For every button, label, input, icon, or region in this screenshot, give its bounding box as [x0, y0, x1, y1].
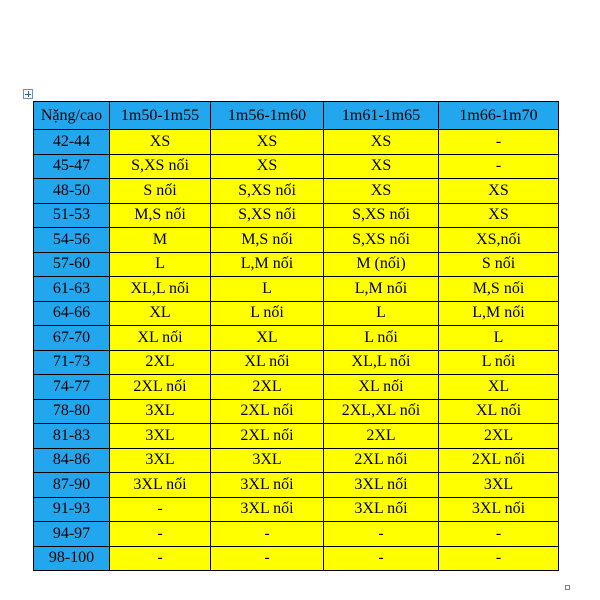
- size-cell: S nối: [110, 179, 211, 204]
- size-cell: L: [110, 252, 211, 277]
- size-cell: L: [211, 277, 324, 302]
- table-row: [34, 424, 559, 449]
- size-cell: -: [439, 130, 559, 155]
- size-cell: L nối: [439, 350, 559, 375]
- size-cell: XS: [211, 130, 324, 155]
- weight-range-cell: 67-70: [34, 326, 110, 351]
- size-cell: -: [211, 546, 324, 571]
- weight-range-cell: 78-80: [34, 399, 110, 424]
- size-cell: 3XL nối: [439, 497, 559, 522]
- size-cell: 2XL nối: [110, 375, 211, 400]
- size-cell: L: [439, 326, 559, 351]
- table-row: [34, 399, 559, 424]
- weight-range-cell: 91-93: [34, 497, 110, 522]
- table-row: [34, 203, 559, 228]
- size-cell: 3XL nối: [110, 473, 211, 498]
- size-cell: L nối: [324, 326, 439, 351]
- size-cell: S,XS nối: [324, 203, 439, 228]
- weight-range-cell: 87-90: [34, 473, 110, 498]
- size-cell: 2XL nối: [211, 424, 324, 449]
- size-cell: 2XL,XL nối: [324, 399, 439, 424]
- size-cell: -: [439, 546, 559, 571]
- table-row: [34, 277, 559, 302]
- size-cell: L,M nối: [439, 301, 559, 326]
- size-cell: XL nối: [324, 375, 439, 400]
- size-cell: 3XL: [439, 473, 559, 498]
- size-cell: 2XL: [324, 424, 439, 449]
- size-cell: XL nối: [439, 399, 559, 424]
- size-cell: XS: [324, 154, 439, 179]
- size-cell: L,M nối: [211, 252, 324, 277]
- weight-range-cell: 57-60: [34, 252, 110, 277]
- table-row: [34, 448, 559, 473]
- weight-range-cell: 71-73: [34, 350, 110, 375]
- size-cell: -: [439, 154, 559, 179]
- size-cell: 3XL nối: [324, 473, 439, 498]
- table-row: [34, 130, 559, 155]
- table-header: [34, 102, 559, 130]
- weight-range-cell: 54-56: [34, 228, 110, 253]
- weight-range-cell: 84-86: [34, 448, 110, 473]
- table-body: [34, 130, 559, 571]
- size-cell: XS: [439, 179, 559, 204]
- weight-range-cell: 98-100: [34, 546, 110, 571]
- header-row: [34, 102, 559, 130]
- table-row: [34, 179, 559, 204]
- size-cell: XS: [211, 154, 324, 179]
- size-cell: XS: [110, 130, 211, 155]
- size-cell: -: [324, 546, 439, 571]
- table-row: [34, 497, 559, 522]
- size-cell: XL,L nối: [110, 277, 211, 302]
- size-cell: XL nối: [110, 326, 211, 351]
- size-cell: S,XS nối: [324, 228, 439, 253]
- size-cell: 3XL: [110, 448, 211, 473]
- weight-range-cell: 94-97: [34, 522, 110, 547]
- table-row: [34, 546, 559, 571]
- size-cell: 2XL: [110, 350, 211, 375]
- size-cell: XL: [439, 375, 559, 400]
- size-cell: -: [439, 522, 559, 547]
- header-weight-height: Nặng/cao: [34, 102, 110, 130]
- size-cell: L nối: [211, 301, 324, 326]
- size-cell: 2XL nối: [439, 448, 559, 473]
- size-cell: XL,L nối: [324, 350, 439, 375]
- weight-range-cell: 74-77: [34, 375, 110, 400]
- weight-range-cell: 51-53: [34, 203, 110, 228]
- weight-range-cell: 81-83: [34, 424, 110, 449]
- size-cell: -: [110, 522, 211, 547]
- weight-range-cell: 61-63: [34, 277, 110, 302]
- size-cell: M,S nối: [211, 228, 324, 253]
- size-cell: 3XL nối: [211, 473, 324, 498]
- header-height-3: 1m61-1m65: [324, 102, 439, 130]
- size-cell: 2XL: [211, 375, 324, 400]
- table-row: [34, 228, 559, 253]
- size-cell: M (nối): [324, 252, 439, 277]
- header-height-4: 1m66-1m70: [439, 102, 559, 130]
- size-cell: S,XS nối: [110, 154, 211, 179]
- table-row: [34, 522, 559, 547]
- weight-range-cell: 64-66: [34, 301, 110, 326]
- table-row: [34, 375, 559, 400]
- size-cell: -: [211, 522, 324, 547]
- size-cell: XS: [324, 130, 439, 155]
- size-cell: XS: [324, 179, 439, 204]
- header-height-1: 1m50-1m55: [110, 102, 211, 130]
- table-row: [34, 252, 559, 277]
- size-cell: M,S nối: [110, 203, 211, 228]
- size-cell: M: [110, 228, 211, 253]
- table-row: [34, 154, 559, 179]
- size-cell: 3XL nối: [211, 497, 324, 522]
- table-resize-handle-icon[interactable]: [565, 585, 570, 590]
- size-cell: 3XL nối: [324, 497, 439, 522]
- size-cell: -: [324, 522, 439, 547]
- size-cell: XS: [439, 203, 559, 228]
- table-move-handle-icon[interactable]: [23, 89, 33, 99]
- size-cell: XL nối: [211, 350, 324, 375]
- table-row: [34, 326, 559, 351]
- header-height-2: 1m56-1m60: [211, 102, 324, 130]
- size-cell: S,XS nối: [211, 203, 324, 228]
- weight-range-cell: 45-47: [34, 154, 110, 179]
- size-cell: M,S nối: [439, 277, 559, 302]
- size-cell: 2XL nối: [211, 399, 324, 424]
- size-cell: XL: [211, 326, 324, 351]
- table-row: [34, 473, 559, 498]
- size-cell: -: [110, 497, 211, 522]
- table-row: [34, 301, 559, 326]
- size-cell: 2XL: [439, 424, 559, 449]
- size-cell: 3XL: [110, 424, 211, 449]
- size-cell: L: [324, 301, 439, 326]
- size-cell: S,XS nối: [211, 179, 324, 204]
- size-cell: 3XL: [110, 399, 211, 424]
- size-cell: XS,nối: [439, 228, 559, 253]
- size-cell: -: [110, 546, 211, 571]
- size-cell: XL: [110, 301, 211, 326]
- size-cell: L,M nối: [324, 277, 439, 302]
- table-row: [34, 350, 559, 375]
- size-cell: 2XL nối: [324, 448, 439, 473]
- size-chart-table: [33, 101, 559, 571]
- size-cell: 3XL: [211, 448, 324, 473]
- weight-range-cell: 42-44: [34, 130, 110, 155]
- weight-range-cell: 48-50: [34, 179, 110, 204]
- size-cell: S nối: [439, 252, 559, 277]
